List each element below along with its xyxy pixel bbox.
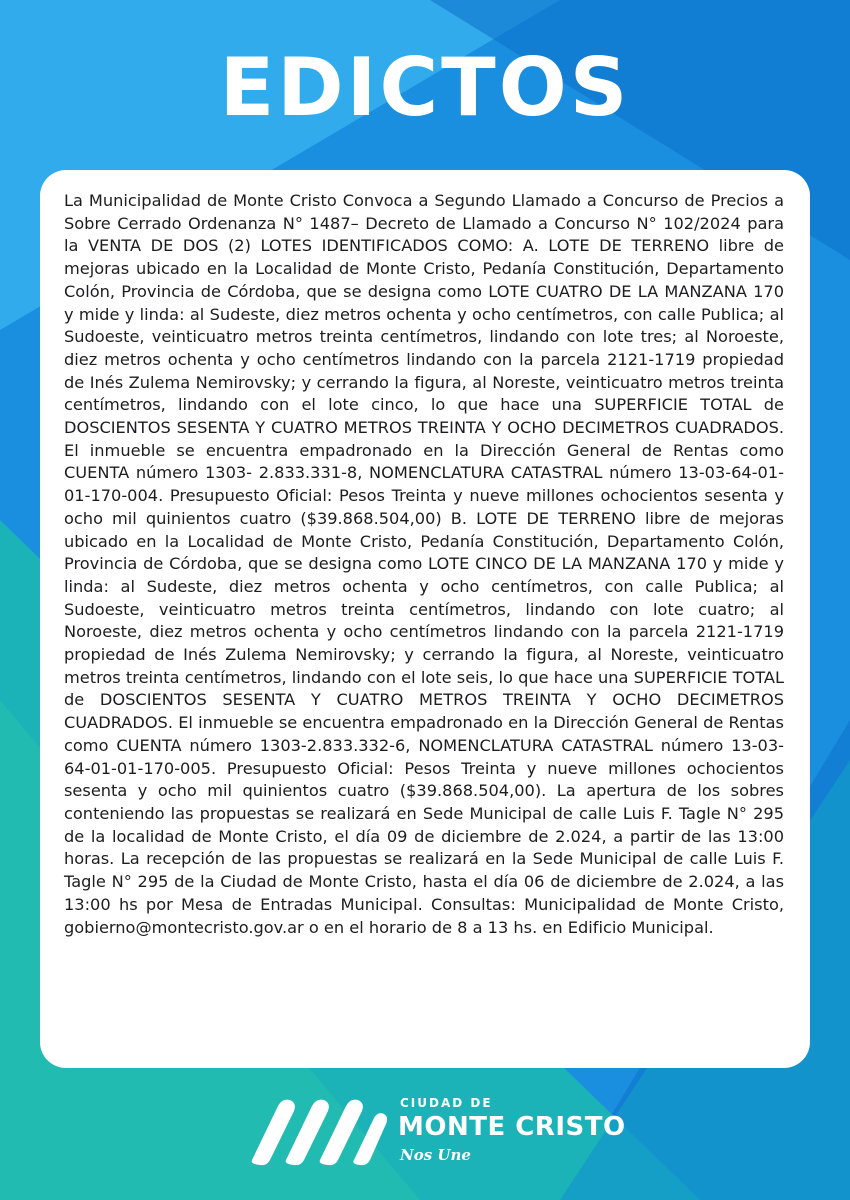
page-title: EDICTOS: [219, 41, 631, 134]
edict-card: [40, 170, 810, 1068]
city-logo: [250, 1090, 630, 1180]
monte-cristo-m-logo-icon: [250, 1096, 390, 1166]
edict-body-text: La Municipalidad de Monte Cristo Convoca a Segundo Llamado a Concurso de Precios a Sobre Cerrado Ordenanza N° 1487– Decreto de Llamado a Concurso N° 102/2024 para la VENTA DE DOS (2) LOTES IDENTIFICADOS COMO: A. LOTE DE TERRENO libre de mejoras ubicado en la Localidad de Monte Cristo, Pedanía Constitución, Departamento Colón, Provincia de Córdoba, que se designa como LOTE CUATRO DE LA MANZANA 170 y mide y linda: al Sudeste, diez metros ochenta y ocho centímetros, con calle Publica; al Sudoeste, veinticuatro metros treinta centímetros, lindando con lote tres; al Noroeste, diez metros ochenta y ocho centímetros lindando con la parcela 2121-1719 propiedad de Inés Zulema Nemirovsky; y cerrando la figura, al Noreste, veinticuatro metros treinta centímetros, lindando con el lote cinco, lo que hace una SUPERFICIE TOTAL de DOSCIENTOS SESENTA Y CUATRO METROS TREINTA Y OCHO DECIMETROS CUADRADOS. El inmueble se encuentra empadronado en la Dirección General de Rentas como CUENTA número 1303- 2.833.331-8, NOMENCLATURA CATASTRAL número 13-03-64-01-01-170-004. Presupuesto Oficial: Pesos Treinta y nueve millones ochocientos sesenta y ocho mil quinientos cuatro ($39.868.504,00) B. LOTE DE TERRENO libre de mejoras ubicado en la Localidad de Monte Cristo, Pedanía Constitución, Departamento Colón, Provincia de Córdoba, que se designa como LOTE CINCO DE LA MANZANA 170 y mide y linda: al Sudeste, diez metros ochenta y ocho centímetros, con calle Publica; al Sudoeste, veinticuatro metros treinta centímetros, lindando con lote cuatro; al Noroeste, diez metros ochenta y ocho centímetros lindando con la parcela 2121-1719 propiedad de Inés Zulema Nemirovsky; y cerrando la figura, al Noreste, veinticuatro metros treinta centímetros, lindando con el lote seis, lo que hace una SUPERFICIE TOTAL de DOSCIENTOS SESENTA Y CUATRO METROS TREINTA Y OCHO DECIMETROS CUADRADOS. El inmueble se encuentra empadronado en la Dirección General de Rentas como CUENTA número 1303-2.833.332-6, NOMENCLATURA CATASTRAL número 13-03-64-01-01-170-005. Presupuesto Oficial: Pesos Treinta y nueve millones ochocientos sesenta y ocho mil quinientos cuatro ($39.868.504,00). La apertura de los sobres conteniendo las propuestas se realizará en Sede Municipal de calle Luis F. Tagle N° 295 de la localidad de Monte Cristo, el día 09 de diciembre de 2.024, a partir de las 13:00 horas. La recepción de las propuestas se realizará en la Sede Municipal de calle Luis F. Tagle N° 295 de la Ciudad de Monte Cristo, hasta el día 06 de diciembre de 2.024, a las 13:00 hs por Mesa de Entradas Municipal. Consultas: Municipalidad de Monte Cristo, gobierno@montecristo.gov.ar o en el horario de 8 a 13 hs. en Edificio Municipal.: [64, 191, 784, 937]
logo-tagline: Nos Une: [400, 1146, 471, 1164]
logo-main-text: MONTE CRISTO: [398, 1112, 626, 1142]
logo-top-text: CIUDAD DE: [400, 1096, 493, 1110]
